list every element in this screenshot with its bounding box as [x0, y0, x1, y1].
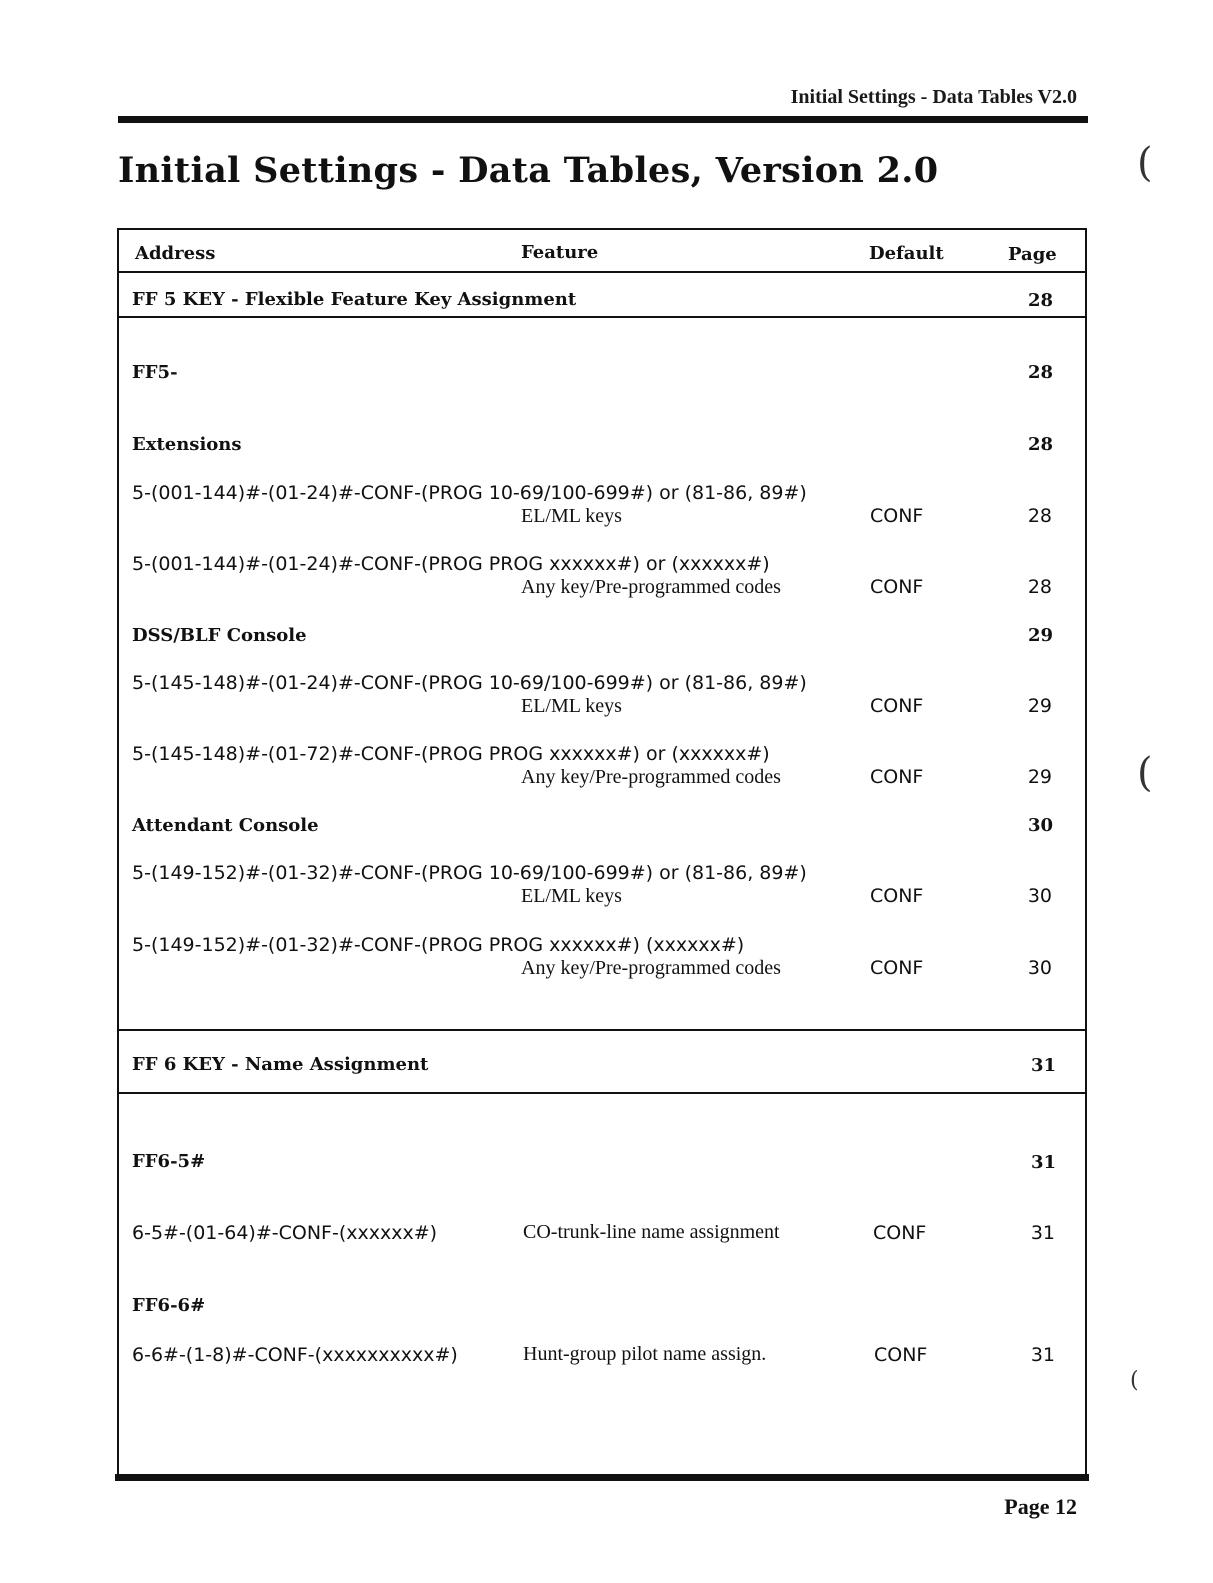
section-page: 28	[1027, 290, 1053, 311]
entry-page: 28	[1027, 576, 1052, 598]
entry-feature: Any key/Pre-programmed codes	[521, 957, 781, 979]
entry-feature: Any key/Pre-programmed codes	[521, 766, 781, 788]
section-heading: FF 6 KEY - Name Assignment	[132, 1054, 429, 1075]
column-header-address: Address	[135, 243, 216, 264]
entry-feature: EL/ML keys	[521, 505, 622, 527]
entry-default: CONF	[870, 957, 924, 979]
subsection-page: 28	[1027, 434, 1053, 455]
entry-feature: EL/ML keys	[521, 695, 622, 717]
group-label: FF6-6#	[132, 1295, 206, 1316]
binder-hole-mark: (	[1137, 750, 1153, 796]
page-title: Initial Settings - Data Tables, Version 2.0	[118, 150, 939, 191]
entry-address: 5-(145-148)#-(01-24)#-CONF-(PROG 10-69/100-699#) or (81-86, 89#)	[132, 672, 807, 694]
entry-default: CONF	[870, 505, 924, 527]
subsection-page: 29	[1027, 625, 1053, 646]
entry-address: 5-(145-148)#-(01-72)#-CONF-(PROG PROG xxxxxx#) or (xxxxxx#)	[132, 743, 770, 765]
group-label: FF5-	[132, 362, 178, 383]
entry-address: 5-(149-152)#-(01-32)#-CONF-(PROG 10-69/100-699#) or (81-86, 89#)	[132, 862, 807, 884]
entry-default: CONF	[874, 1344, 928, 1366]
entry-page: 31	[1030, 1222, 1055, 1244]
entry-default: CONF	[870, 576, 924, 598]
entry-default: CONF	[870, 885, 924, 907]
entry-page: 30	[1027, 885, 1052, 907]
subsection-page: 30	[1027, 815, 1053, 836]
subsection-label: DSS/BLF Console	[132, 625, 307, 646]
binder-hole-mark: (	[1130, 1368, 1139, 1393]
entry-page: 30	[1027, 957, 1052, 979]
section-divider	[117, 1029, 1085, 1031]
entry-page: 29	[1027, 695, 1052, 717]
section-page: 31	[1030, 1055, 1056, 1076]
entry-page: 28	[1027, 505, 1052, 527]
section-divider	[117, 316, 1085, 318]
entry-default: CONF	[870, 766, 924, 788]
entry-page: 29	[1027, 766, 1052, 788]
column-header-default: Default	[869, 243, 944, 264]
group-page: 28	[1027, 362, 1053, 383]
footer-rule	[115, 1474, 1089, 1481]
entry-address: 6-5#-(01-64)#-CONF-(xxxxxx#)	[132, 1222, 438, 1244]
entry-address: 6-6#-(1-8)#-CONF-(xxxxxxxxxx#)	[132, 1344, 458, 1366]
entry-address: 5-(001-144)#-(01-24)#-CONF-(PROG 10-69/100-699#) or (81-86, 89#)	[132, 482, 807, 504]
section-heading: FF 5 KEY - Flexible Feature Key Assignment	[132, 289, 577, 310]
entry-default: CONF	[873, 1222, 927, 1244]
page-number: Page 12	[1004, 1494, 1077, 1519]
column-header-feature: Feature	[521, 242, 599, 263]
group-label: FF6-5#	[132, 1151, 206, 1172]
column-header-page: Page	[1008, 244, 1057, 265]
header-rule	[118, 116, 1088, 123]
entry-address: 5-(149-152)#-(01-32)#-CONF-(PROG PROG xxxxxx#) (xxxxxx#)	[132, 934, 745, 956]
data-table	[117, 228, 1087, 1480]
running-head: Initial Settings - Data Tables V2.0	[790, 86, 1077, 108]
section-divider	[117, 1092, 1085, 1094]
entry-feature: Any key/Pre-programmed codes	[521, 576, 781, 598]
subsection-label: Extensions	[132, 434, 242, 455]
subsection-label: Attendant Console	[132, 815, 319, 836]
header-divider	[117, 271, 1085, 273]
entry-page: 31	[1030, 1344, 1055, 1366]
binder-hole-mark: (	[1137, 140, 1153, 186]
group-page: 31	[1030, 1152, 1056, 1173]
entry-feature: CO-trunk-line name assignment	[523, 1221, 780, 1243]
entry-default: CONF	[870, 695, 924, 717]
entry-address: 5-(001-144)#-(01-24)#-CONF-(PROG PROG xxxxxx#) or (xxxxxx#)	[132, 553, 770, 575]
entry-feature: Hunt-group pilot name assign.	[523, 1343, 767, 1365]
entry-feature: EL/ML keys	[521, 885, 622, 907]
